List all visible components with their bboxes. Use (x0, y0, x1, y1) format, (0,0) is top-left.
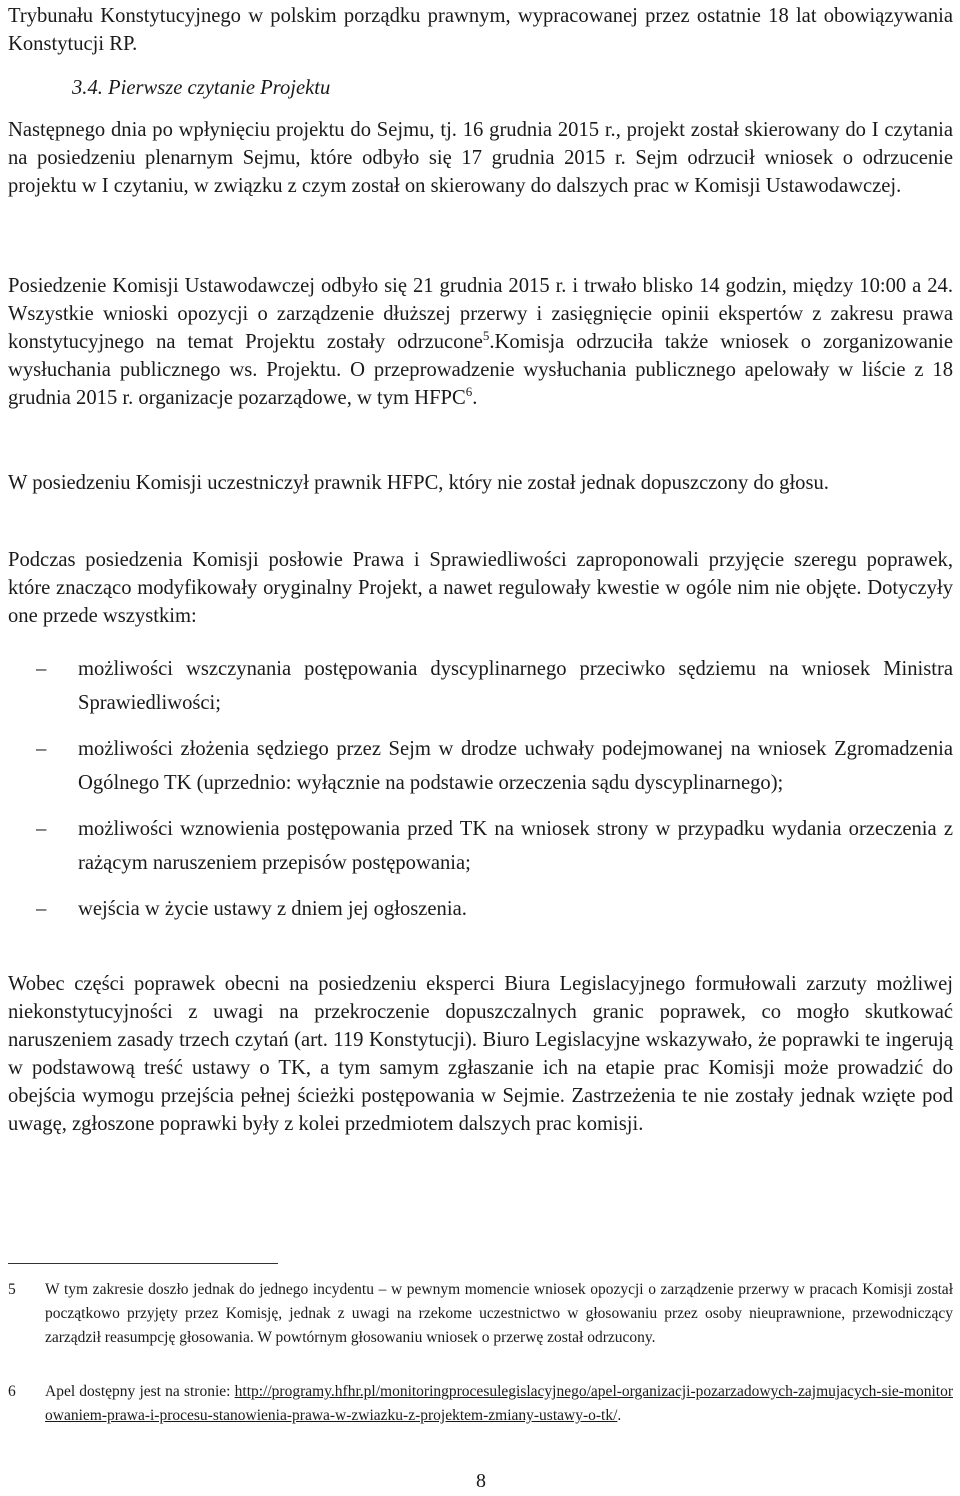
footnote-number: 6 (8, 1383, 16, 1400)
footnote-6-lead: Apel dostępny jest na stronie: (45, 1383, 235, 1400)
list-item (8, 892, 953, 926)
page-number: 8 (476, 1470, 486, 1492)
paragraph-3 (8, 469, 953, 497)
footnote-6 (8, 1380, 953, 1428)
footnote-6-link[interactable]: http://programy.hfhr.pl/monitoringprocesulegislacyjnego/apel-organizacji-pozarzadowych-zajmujacych-sie-monitorowaniem-prawa-i-procesu-stanowienia-prawa-w-zwiazku-z-projektem-zmiany-ustawy-o-tk/ (45, 1383, 953, 1424)
footnote-number: 5 (8, 1281, 16, 1298)
intro-text: Trybunału Konstytucyjnego w polskim porządku prawnym, wypracowanej przez ostatnie 18 lat obowiązywania Konstytucji RP. (8, 5, 953, 55)
paragraph-5-text: Wobec części poprawek obecni na posiedzeniu eksperci Biura Legislacyjnego formułowali zarzuty możliwej niekonstytucyjności z uwagi na przekroczenie dopuszczalnych granic poprawek, co mogło skutkować naruszeniem zasady trzech czytań (art. 119 Konstytucji). Biuro Legislacyjne wskazywało, że poprawki te ingerują w podstawową treść ustawy o TK, a tym samym zgłaszanie ich na etapie prac Komisji może prowadzić do obejścia wymogu przejścia pełnej ścieżki postępowania w Sejmie. Zastrzeżenia te nie zostały jednak wzięte pod uwagę, zgłoszone poprawki były z kolei przedmiotem dalszych prac komisji. (8, 973, 953, 1135)
list-item-text: możliwości złożenia sędziego przez Sejm w drodze uchwały podejmowanej na wniosek Zgromadzenia Ogólnego TK (uprzednio: wyłącznie na podstawie orzeczenia sądu dyscyplinarnego); (78, 738, 953, 794)
list-item (8, 652, 953, 720)
list-item-text: możliwości wszczynania postępowania dyscyplinarnego przeciwko sędziemu na wniosek Ministra Sprawiedliwości; (78, 658, 953, 714)
list-item (8, 812, 953, 880)
footnote-5 (8, 1278, 953, 1350)
list-dash: – (36, 738, 47, 760)
paragraph-4 (8, 546, 953, 630)
list-item-text: możliwości wznowienia postępowania przed TK na wniosek strony w przypadku wydania orzeczenia z rażącym naruszeniem przepisów postępowania; (78, 818, 953, 874)
footnote-text: W tym zakresie doszło jednak do jednego incydentu – w pewnym momencie wniosek opozycji o zarządzenie przerwy w pracach Komisji został początkowo przyjęty przez Komisję, jednak z uwagi na rzekome uczestnictwo w głosowaniu przez osoby nieuprawnione, przewodniczący zarządził reasumpcję głosowania. W powtórnym głosowaniu wniosek o przerwę został odrzucony. (45, 1281, 953, 1346)
footnote-text (45, 1380, 953, 1428)
list-dash: – (36, 898, 47, 920)
paragraph-2-part-1: Posiedzenie Komisji Ustawodawczej odbyło się 21 grudnia 2015 r. i trwało blisko 14 godzin, między 10:00 a 24. Wszystkie wnioski opozycji o zarządzenie dłuższej przerwy i zasięgnięcie opinii ekspertów z zakresu prawa konstytucyjnego na temat Projektu zostały odrzucone (8, 275, 953, 353)
paragraph-5 (8, 970, 953, 1138)
paragraph-3-text: W posiedzeniu Komisji uczestniczył prawnik HFPC, który nie został jednak dopuszczony do głosu. (8, 472, 829, 494)
list-item (8, 732, 953, 800)
section-heading: 3.4. Pierwsze czytanie Projektu (72, 77, 331, 99)
paragraph-1 (8, 116, 953, 200)
footnote-6-end: . (617, 1407, 622, 1424)
paragraph-2-part-2: .Komisja odrzuciła także wniosek o zorganizowanie wysłuchania publicznego ws. Projektu. O przeprowadzenie wysłuchania publicznego apelowały w liście z 18 grudnia 2015 r. organizacje pozarządowe, w tym HFPC (8, 331, 953, 409)
amendments-list (8, 652, 953, 938)
list-dash: – (36, 658, 47, 680)
footnote-ref-5[interactable]: 5 (482, 328, 490, 344)
paragraph-2-part-3: . (472, 387, 478, 409)
intro-paragraph (8, 2, 953, 58)
paragraph-1-text: Następnego dnia po wpłynięciu projektu do Sejmu, tj. 16 grudnia 2015 r., projekt został skierowany do I czytania na posiedzeniu plenarnym Sejmu, które odbyło się 17 grudnia 2015 r. Sejm odrzucił wniosek o odrzucenie projektu w I czytaniu, w związku z czym został on skierowany do dalszych prac w Komisji Ustawodawczej. (8, 119, 953, 197)
paragraph-2 (8, 272, 953, 412)
paragraph-2-text (8, 272, 953, 412)
footnote-ref-6[interactable]: 6 (465, 384, 473, 400)
footnote-separator (8, 1263, 278, 1264)
paragraph-4-text: Podczas posiedzenia Komisji posłowie Prawa i Sprawiedliwości zaproponowali przyjęcie szeregu poprawek, które znacząco modyfikowały oryginalny Projekt, a nawet regulowały kwestie w ogóle nim nie objęte. Dotyczyły one przede wszystkim: (8, 549, 953, 627)
list-dash: – (36, 818, 47, 840)
list-item-text: wejścia w życie ustawy z dniem jej ogłoszenia. (78, 898, 467, 920)
